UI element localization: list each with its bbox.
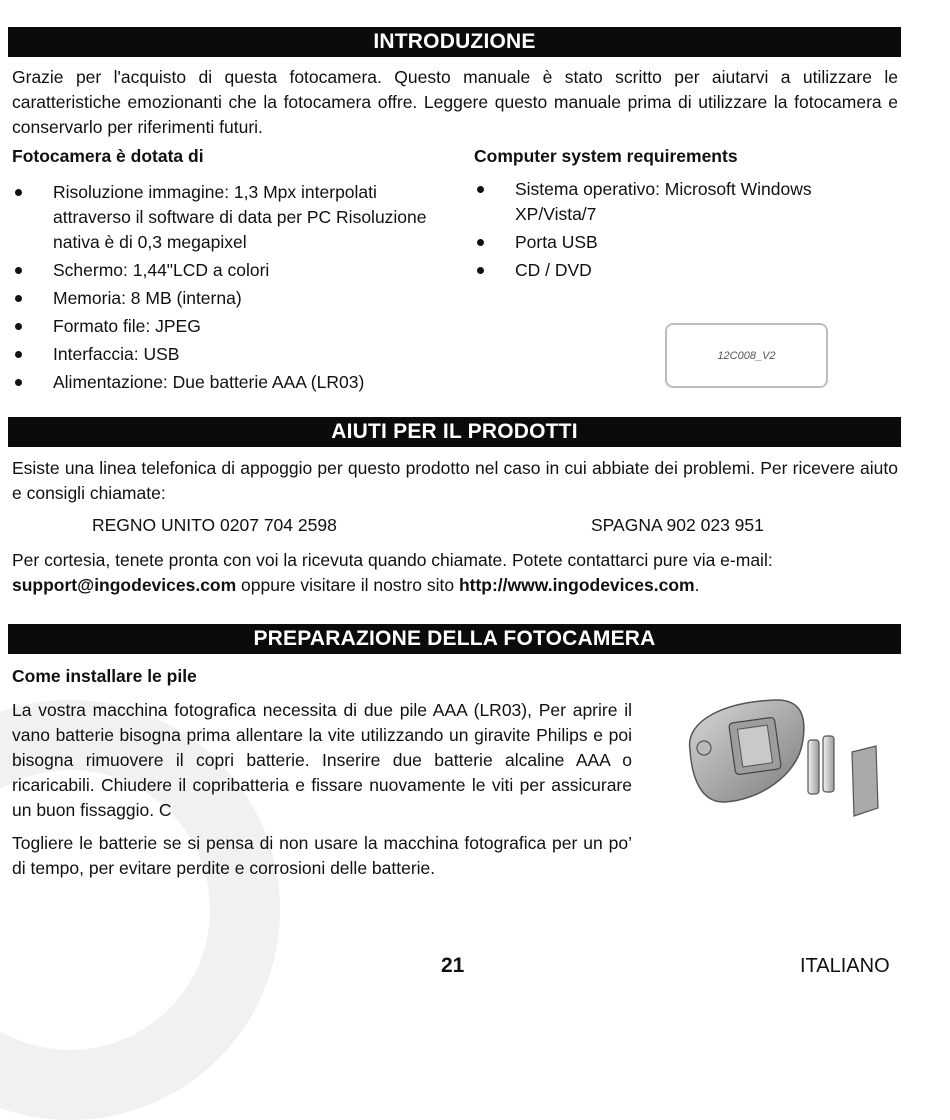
list-item: Schermo: 1,44"LCD a colori [12, 258, 442, 283]
intro-paragraph: Grazie per l'acquisto di questa fotocamera. Questo manuale è stato scritto per aiutarvi a utilizzare le caratteristiche emozionanti che la fotocamera offre. Leggere questo manuale prima di utilizzare la fotocamera e conservarlo per riferimenti futuri. [12, 67, 898, 137]
list-item: Alimentazione: Due batterie AAA (LR03) [12, 370, 442, 395]
section-header-introduction: INTRODUZIONE [8, 27, 901, 57]
contact-text: . [694, 575, 700, 595]
list-item: CD / DVD [474, 258, 874, 283]
section-header-help: AIUTI PER IL PRODOTTI [8, 417, 901, 447]
list-item: Sistema operativo: Microsoft Windows XP/Vista/7 [474, 177, 874, 227]
requirements-heading: Computer system requirements [474, 146, 738, 166]
battery-paragraph: La vostra macchina fotografica necessita di due pile AAA (LR03), Per aprire il vano batterie bisogna prima allentare la vite utilizzando un giravite Philips e poi bisogna rimuovere il copri batterie. Inserire due batterie alcaline AAA o ricaricabili. Chiudere il copribatteria e fissare nuovamente le viti per assicurare un buon fissaggio. C [12, 700, 632, 820]
battery-removal-paragraph: Togliere le batterie se si pensa di non usare la macchina fotografica per un po’ di tempo, per evitare perdite e corrosioni delle batterie. [12, 833, 632, 878]
list-item: Risoluzione immagine: 1,3 Mpx interpolati attraverso il software di data per PC Risoluzione nativa è di 0,3 megapixel [12, 180, 442, 255]
list-item: Porta USB [474, 230, 874, 255]
language-label: ITALIANO [800, 955, 890, 977]
list-item: Formato file: JPEG [12, 314, 442, 339]
phone-uk: REGNO UNITO 0207 704 2598 [92, 515, 337, 535]
website-link: http://www.ingodevices.com [458, 575, 695, 595]
support-email: support@ingodevices.com [12, 575, 237, 595]
section-header-preparation: PREPARAZIONE DELLA FOTOCAMERA [8, 624, 901, 654]
install-batteries-heading: Come installare le pile [12, 666, 197, 686]
contact-paragraph [12, 548, 898, 598]
phone-spain: SPAGNA 902 023 951 [591, 515, 764, 535]
list-item: Memoria: 8 MB (interna) [12, 286, 442, 311]
contact-text: Per cortesia, tenete pronta con voi la ricevuta quando chiamate. Potete contattarci pure via e-mail: [12, 550, 773, 570]
list-item: Interfaccia: USB [12, 342, 442, 367]
page-number: 21 [441, 954, 465, 977]
help-paragraph: Esiste una linea telefonica di appoggio per questo prodotto nel caso in cui abbiate dei problemi. Per ricevere aiuto e consigli chiamate: [12, 458, 898, 503]
requirements-list [474, 177, 874, 286]
model-code-label: 12C008_V2 [665, 323, 828, 388]
battery-installation-illustration [680, 690, 890, 830]
features-heading: Fotocamera è dotata di [12, 146, 204, 166]
contact-text: oppure visitare il nostro sito [236, 575, 459, 595]
features-list [12, 180, 442, 398]
